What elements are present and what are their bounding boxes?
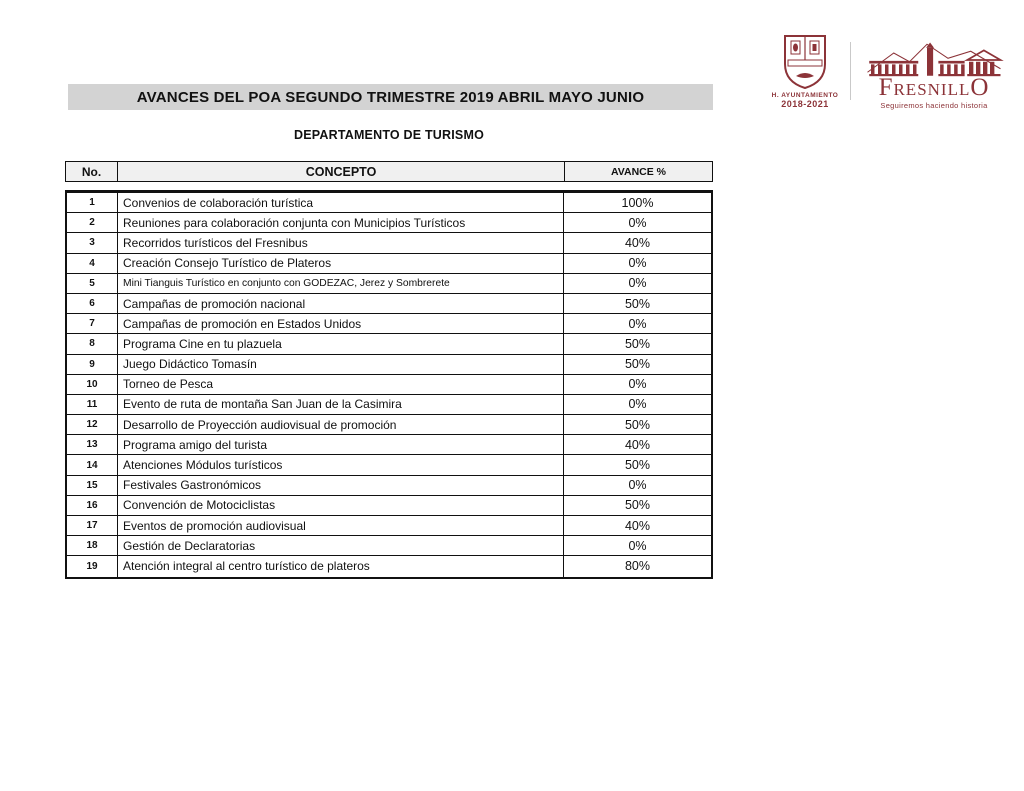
row-avance: 0% (628, 256, 647, 271)
wordmark-middle: RESNILL (893, 80, 971, 99)
row-number: 8 (67, 334, 118, 353)
wordmark-first-letter: F (878, 74, 894, 101)
table-row (67, 314, 711, 334)
table-header-row (65, 161, 713, 182)
table-row (67, 536, 711, 556)
row-avance: 50% (624, 296, 651, 311)
row-avance: 0% (628, 397, 647, 412)
row-number: 4 (67, 254, 118, 273)
crest-shield-icon (782, 34, 828, 90)
row-concepto: Eventos de promoción audiovisual (118, 516, 564, 535)
ayuntamiento-crest (766, 34, 844, 109)
row-number: 12 (67, 415, 118, 434)
row-number: 9 (67, 355, 118, 374)
logo-block (760, 30, 1010, 115)
row-concepto: Creación Consejo Turístico de Plateros (118, 254, 564, 273)
row-concepto: Atenciones Módulos turísticos (118, 455, 564, 474)
row-avance: 50% (624, 336, 651, 351)
table-row (67, 193, 711, 213)
table-row (67, 455, 711, 475)
row-concepto: Atención integral al centro turístico de plateros (118, 556, 564, 576)
row-concepto: Recorridos turísticos del Fresnibus (118, 233, 564, 252)
row-number: 14 (67, 455, 118, 474)
row-concepto: Mini Tianguis Turístico en conjunto con GODEZAC, Jerez y Sombrerete (118, 274, 564, 293)
row-concepto: Evento de ruta de montaña San Juan de la Casimira (118, 395, 564, 414)
row-number: 7 (67, 314, 118, 333)
row-number: 1 (67, 193, 118, 212)
fresnillo-wordmark (858, 74, 1010, 101)
row-number: 11 (67, 395, 118, 414)
row-concepto: Juego Didáctico Tomasín (118, 355, 564, 374)
row-number: 19 (67, 556, 118, 576)
row-concepto: Reuniones para colaboración conjunta con Municipios Turísticos (118, 213, 564, 232)
row-avance: 0% (628, 377, 647, 392)
row-number: 13 (67, 435, 118, 454)
table-row (67, 395, 711, 415)
table-row (67, 496, 711, 516)
row-concepto: Programa Cine en tu plazuela (118, 334, 564, 353)
row-avance: 0% (628, 215, 647, 230)
table-row (67, 274, 711, 294)
logo-divider (850, 42, 851, 100)
department-subtitle: DEPARTAMENTO DE TURISMO (293, 128, 485, 142)
fresnillo-logo (858, 40, 1010, 110)
table-row (67, 334, 711, 354)
row-concepto: Festivales Gastronómicos (118, 476, 564, 495)
table-row (67, 415, 711, 435)
row-number: 10 (67, 375, 118, 394)
row-concepto: Desarrollo de Proyección audiovisual de promoción (118, 415, 564, 434)
row-avance: 50% (624, 357, 651, 372)
row-concepto: Torneo de Pesca (118, 375, 564, 394)
row-avance: 40% (624, 235, 651, 250)
row-avance: 100% (621, 195, 654, 210)
ayuntamiento-label: H. AYUNTAMIENTO (771, 92, 839, 99)
page-title: AVANCES DEL POA SEGUNDO TRIMESTRE 2019 ABRIL MAYO JUNIO (68, 84, 713, 110)
table-row (67, 355, 711, 375)
row-concepto: Campañas de promoción en Estados Unidos (118, 314, 564, 333)
fresnillo-tagline: Seguiremos haciendo historia (880, 101, 988, 110)
row-number: 18 (67, 536, 118, 555)
row-avance: 50% (624, 458, 651, 473)
row-avance: 40% (624, 437, 651, 452)
wordmark-last-letter: O (970, 74, 990, 101)
table-row (67, 233, 711, 253)
column-header-avance: AVANCE % (610, 165, 667, 178)
row-avance: 0% (628, 276, 647, 291)
row-concepto: Gestión de Declaratorias (118, 536, 564, 555)
column-header-no: No. (81, 164, 102, 179)
row-number: 5 (67, 274, 118, 293)
row-avance: 40% (624, 518, 651, 533)
table-body (65, 190, 713, 579)
row-number: 17 (67, 516, 118, 535)
ayuntamiento-years: 2018-2021 (781, 99, 829, 109)
row-avance: 80% (624, 559, 651, 574)
row-number: 6 (67, 294, 118, 313)
row-concepto: Campañas de promoción nacional (118, 294, 564, 313)
table-row (67, 435, 711, 455)
table-row (67, 294, 711, 314)
table-row (67, 516, 711, 536)
row-avance: 50% (624, 498, 651, 513)
row-avance: 0% (628, 478, 647, 493)
row-concepto: Convención de Motociclistas (118, 496, 564, 515)
table-row (67, 476, 711, 496)
column-header-concepto: CONCEPTO (117, 162, 565, 181)
row-concepto: Programa amigo del turista (118, 435, 564, 454)
row-concepto: Convenios de colaboración turística (118, 193, 564, 212)
table-row (67, 254, 711, 274)
row-number: 2 (67, 213, 118, 232)
table-row (67, 375, 711, 395)
row-avance: 50% (624, 417, 651, 432)
row-avance: 0% (628, 316, 647, 331)
row-number: 3 (67, 233, 118, 252)
table-row (67, 213, 711, 233)
table-row (67, 556, 711, 576)
row-avance: 0% (628, 538, 647, 553)
row-number: 16 (67, 496, 118, 515)
row-number: 15 (67, 476, 118, 495)
